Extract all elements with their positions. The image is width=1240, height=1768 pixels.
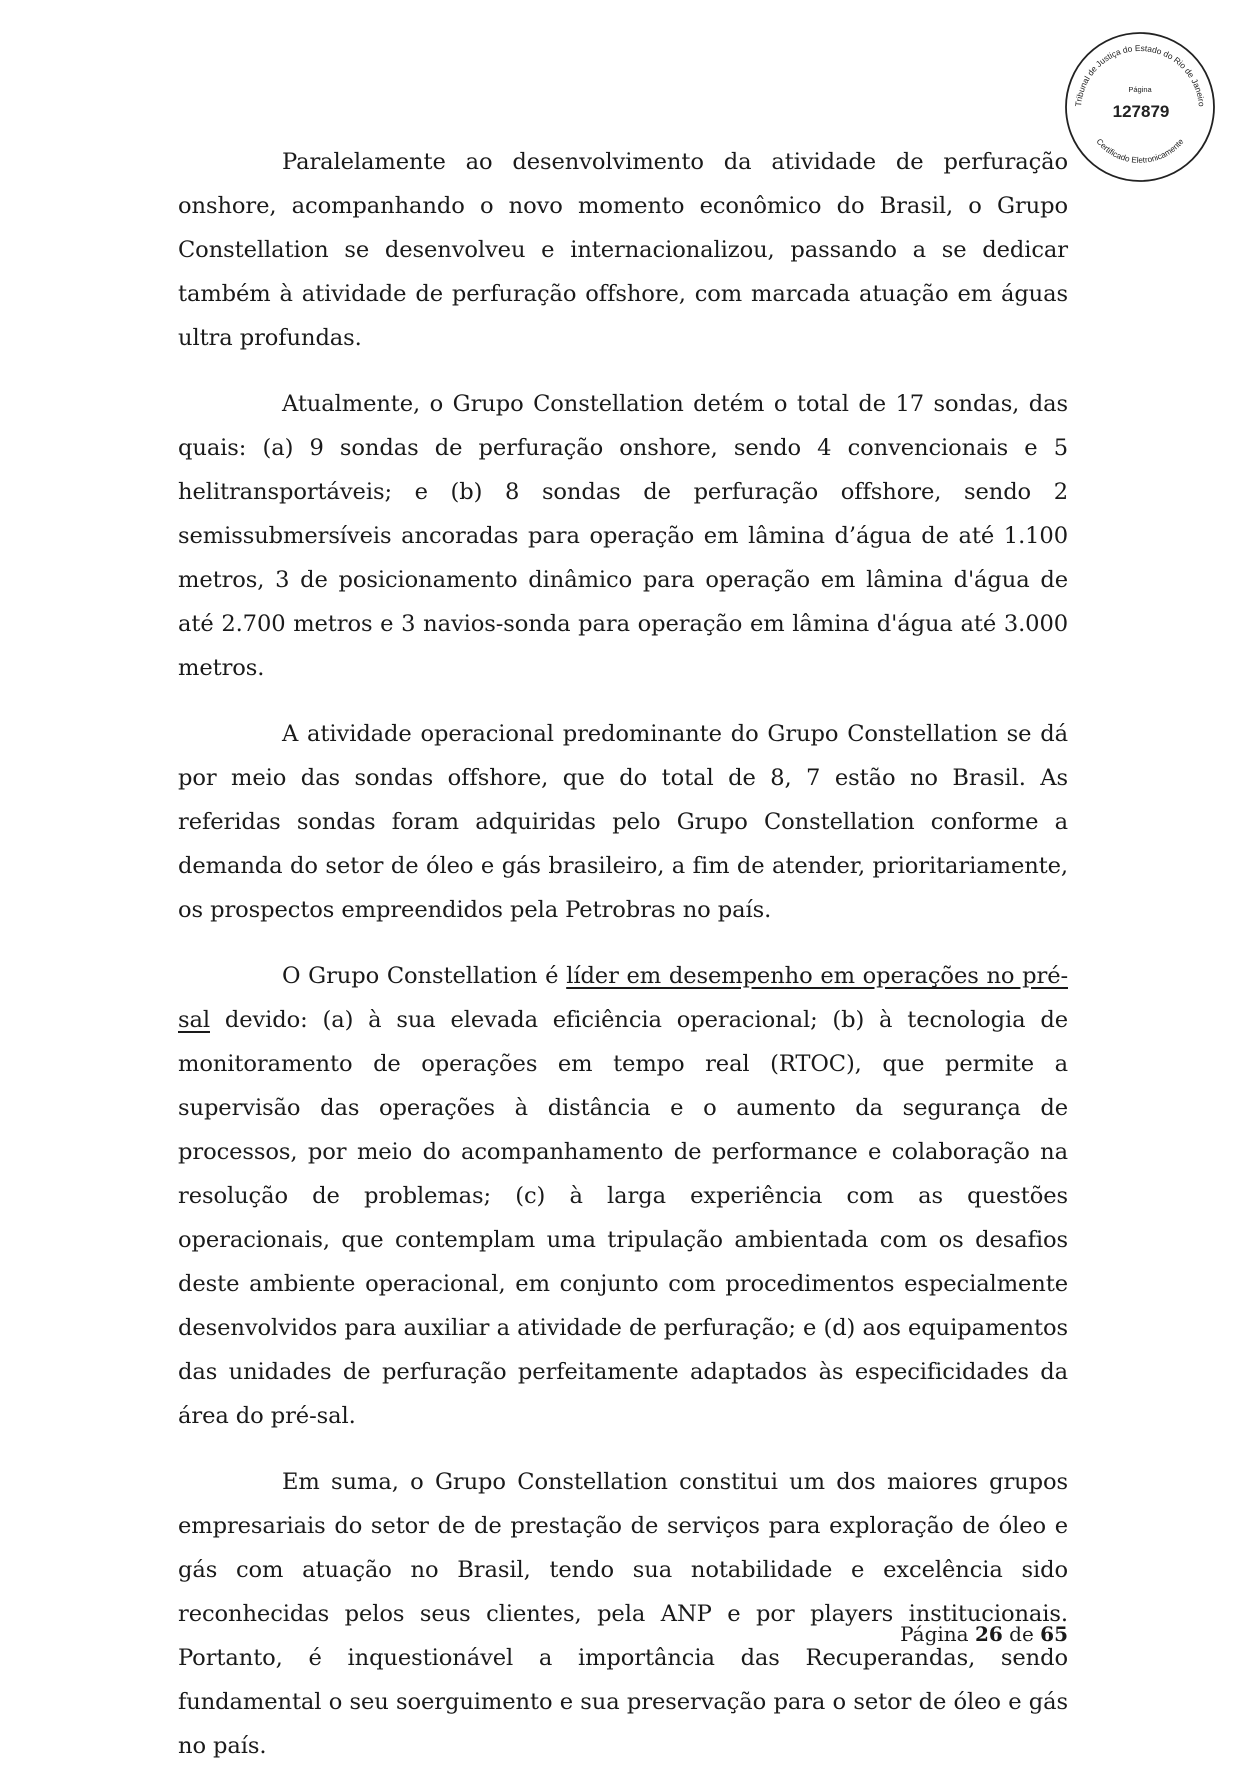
- footer-of-word: de: [1009, 1622, 1034, 1646]
- stamp-label: Página: [1128, 85, 1152, 94]
- footer-current-page: 26: [974, 1622, 1003, 1646]
- page-number-footer: [900, 1622, 1068, 1646]
- paragraph-4-underlined: líder em desempenho em operações no pré-sal: [178, 963, 1068, 1033]
- paragraph-1: Paralelamente ao desenvolvimento da atividade de perfuração onshore, acompanhando o novo momento econômico do Brasil, o Grupo Constellation se desenvolveu e internacionalizou, passando a se dedicar também à atividade de perfuração offshore, com marcada atuação em águas ultra profundas.: [178, 149, 1068, 351]
- stamp-bottom-text: Certificado Eletronicamente: [1094, 137, 1186, 165]
- stamp-outer-text: Tribunal de Justiça do Estado do Rio de Janeiro: [1073, 42, 1207, 107]
- paragraph-4-rest: devido: (a) à sua elevada eficiência operacional; (b) à tecnologia de monitoramento de operações em tempo real (RTOC), que permite a supervisão das operações à distância e o aumento da segurança de processos, por meio do acompanhamento de performance e colaboração na resolução de problemas; (c) à larga experiência com as questões operacionais, que contemplam uma tripulação ambientada com os desafios deste ambiente operacional, em conjunto com procedimentos especialmente desenvolvidos para auxiliar a atividade de perfuração; e (d) aos equipamentos das unidades de perfuração perfeitamente adaptados às especificidades da área do pré-sal.: [178, 1007, 1068, 1429]
- paragraph-5: Em suma, o Grupo Constellation constitui um dos maiores grupos empresariais do setor de de prestação de serviços para exploração de óleo e gás com atuação no Brasil, tendo sua notabilidade e excelência sido reconhecidas pelos seus clientes, pela ANP e por players institucionais. Portanto, é inquestionável a importância das Recuperandas, sendo fundamental o seu soerguimento e sua preservação para o setor de óleo e gás no país.: [178, 1469, 1068, 1759]
- svg-text:Certificado Eletronicamente: [1095, 137, 1186, 165]
- paragraph-4: [178, 954, 1068, 1438]
- court-stamp-seal: [1063, 30, 1217, 184]
- paragraph-3: A atividade operacional predominante do Grupo Constellation se dá por meio das sondas offshore, que do total de 8, 7 estão no Brasil. As referidas sondas foram adquiridas pelo Grupo Constellation conforme a demanda do setor de óleo e gás brasileiro, a fim de atender, prioritariamente, os prospectos empreendidos pela Petrobras no país.: [178, 721, 1068, 923]
- svg-text:Tribunal de Justiça do Estado: [1073, 43, 1207, 107]
- footer-total-pages: 65: [1040, 1622, 1068, 1646]
- paragraph-4-lead: O Grupo Constellation é: [282, 963, 567, 989]
- stamp-number: 127879: [1112, 102, 1170, 121]
- document-body: [178, 140, 1068, 1768]
- paragraph-2: Atualmente, o Grupo Constellation detém o total de 17 sondas, das quais: (a) 9 sondas de perfuração onshore, sendo 4 convencionais e 5 helitransportáveis; e (b) 8 sondas de perfuração offshore, sendo 2 semissubmersíveis ancoradas para operação em lâmina d’água de até 1.100 metros, 3 de posicionamento dinâmico para operação em lâmina d'água de até 2.700 metros e 3 navios-sonda para operação em lâmina d'água até 3.000 metros.: [178, 391, 1068, 681]
- footer-page-word: Página: [900, 1622, 969, 1646]
- seal-graphic: [1063, 30, 1217, 184]
